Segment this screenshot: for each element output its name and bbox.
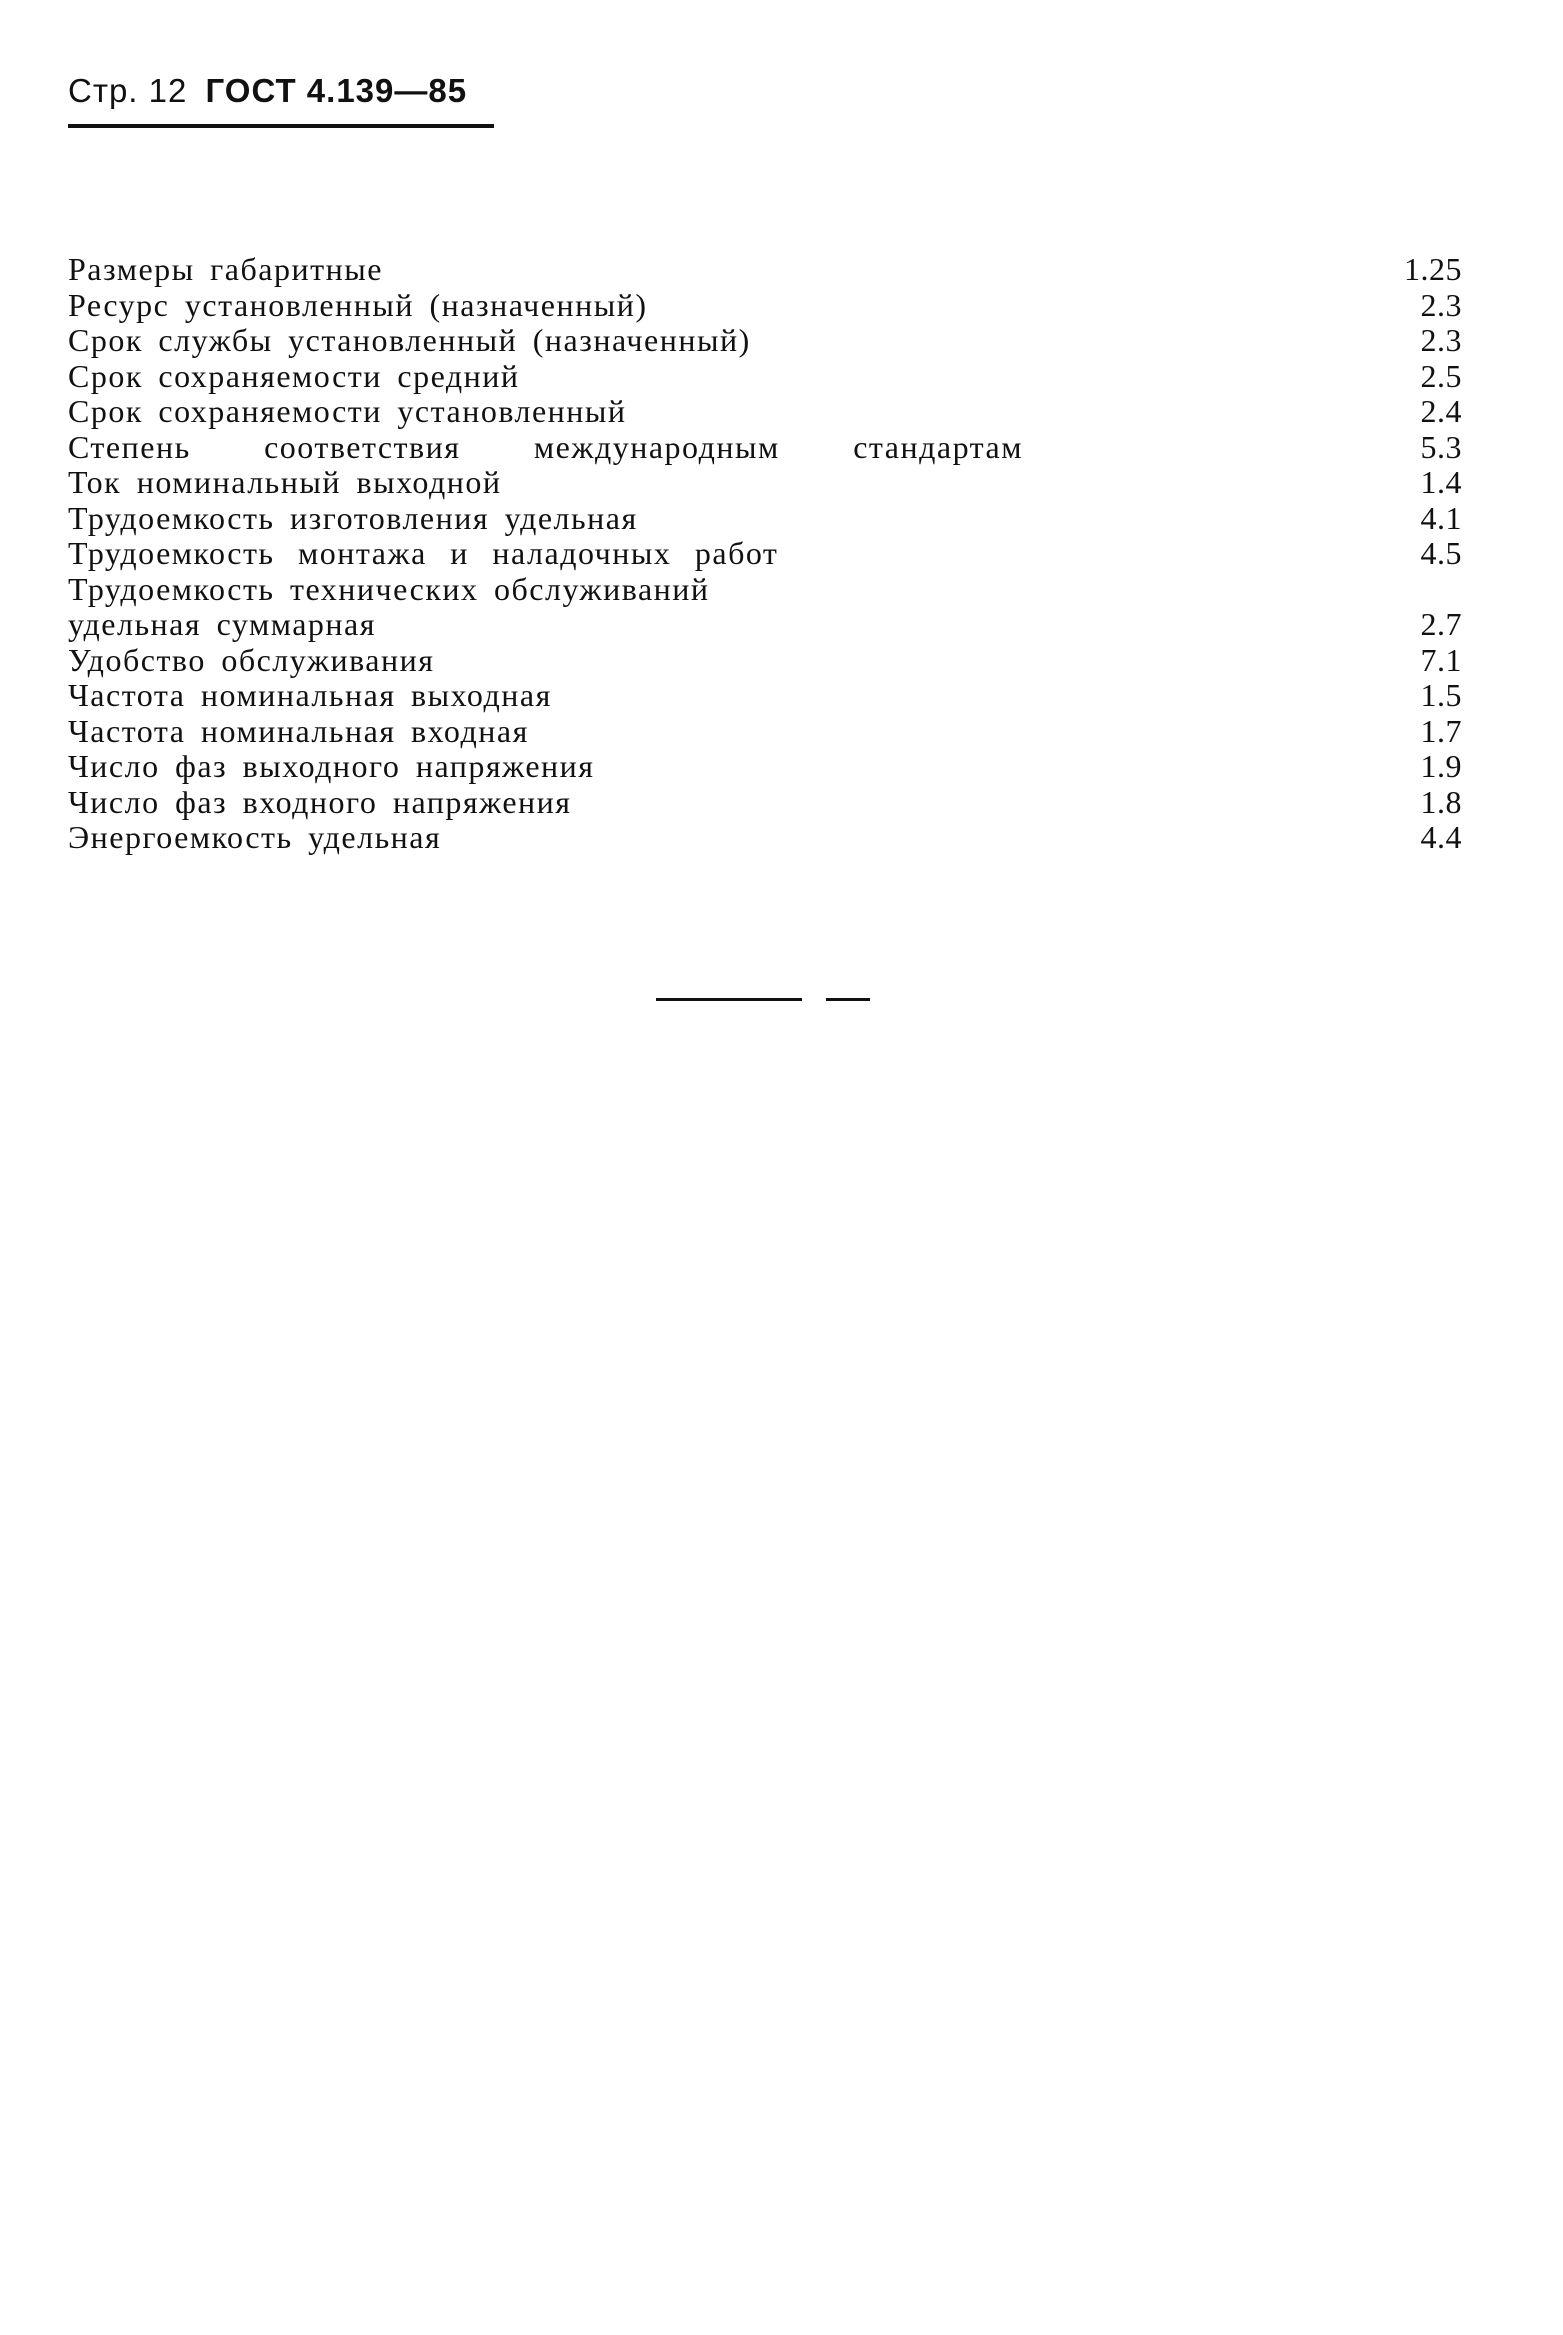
index-term: Ток номинальный выходной [68, 464, 502, 500]
index-reference: 5.3 [1420, 428, 1462, 465]
index-entry [68, 394, 1462, 430]
index-entry-continuation [68, 607, 1462, 643]
index-term: Удобство обслуживания [68, 641, 435, 678]
index-term: Трудоемкость изготовления удельная [68, 499, 638, 536]
index-term: Ресурс установленный (назначенный) [68, 286, 648, 323]
index-reference: 4.1 [1420, 499, 1462, 536]
index-entry [68, 714, 1462, 750]
index-term: Размеры габаритные [68, 251, 383, 287]
page-number-label: Стр. 12 [68, 72, 188, 109]
index-reference: 2.5 [1420, 357, 1462, 394]
index-reference: 7.1 [1420, 641, 1462, 678]
index-reference: 1.25 [1404, 251, 1462, 287]
index-term: Число фаз выходного напряжения [68, 748, 595, 784]
index-term: Трудоемкость технических обслуживаний [68, 570, 710, 607]
header-rule [68, 124, 494, 128]
index-reference: 2.3 [1420, 286, 1462, 323]
index-entry [68, 323, 1462, 359]
index-term: Частота номинальная входная [68, 712, 529, 749]
index-entry [68, 749, 1462, 785]
index-entry [68, 572, 1462, 608]
index-term: Частота номинальная выходная [68, 677, 552, 713]
index-term: Энергоемкость удельная [68, 819, 442, 855]
standard-designation: ГОСТ 4.139—85 [205, 72, 468, 109]
index-reference: 1.5 [1420, 677, 1462, 713]
index-term: Число фаз входного напряжения [68, 783, 572, 820]
page-header [68, 72, 467, 110]
index-entry [68, 820, 1462, 856]
index-entry [68, 430, 1462, 466]
index-term: удельная суммарная [68, 606, 376, 642]
index-entry [68, 359, 1462, 395]
index-reference: 1.9 [1420, 748, 1462, 784]
index-reference: 2.4 [1420, 393, 1462, 429]
index-reference: 4.4 [1420, 819, 1462, 855]
index-term: Срок сохраняемости установленный [68, 393, 627, 429]
index-entry [68, 288, 1462, 324]
index-term: Срок службы установленный (назначенный) [68, 322, 751, 358]
index-reference: 1.8 [1420, 783, 1462, 820]
index-entry [68, 501, 1462, 537]
index-entry [68, 678, 1462, 714]
index-reference: 4.5 [1420, 535, 1462, 571]
end-mark-long-dash [656, 998, 802, 1001]
end-mark-short-dash [826, 998, 870, 1001]
index-reference: 1.7 [1420, 712, 1462, 749]
index-reference: 2.7 [1420, 606, 1462, 642]
index-term: Трудоемкость монтажа и наладочных работ [68, 535, 779, 571]
index-reference: 2.3 [1420, 322, 1462, 358]
index-reference: 1.4 [1420, 464, 1462, 500]
index-entry [68, 785, 1462, 821]
index-term: Степень соответствия международным стандартам [68, 428, 1023, 465]
index-entry [68, 252, 1462, 288]
index-entry [68, 465, 1462, 501]
index-entry [68, 536, 1462, 572]
subject-index-list [68, 252, 1462, 856]
index-term: Срок сохраняемости средний [68, 357, 520, 394]
end-of-text-mark [656, 996, 870, 1002]
index-entry [68, 643, 1462, 679]
